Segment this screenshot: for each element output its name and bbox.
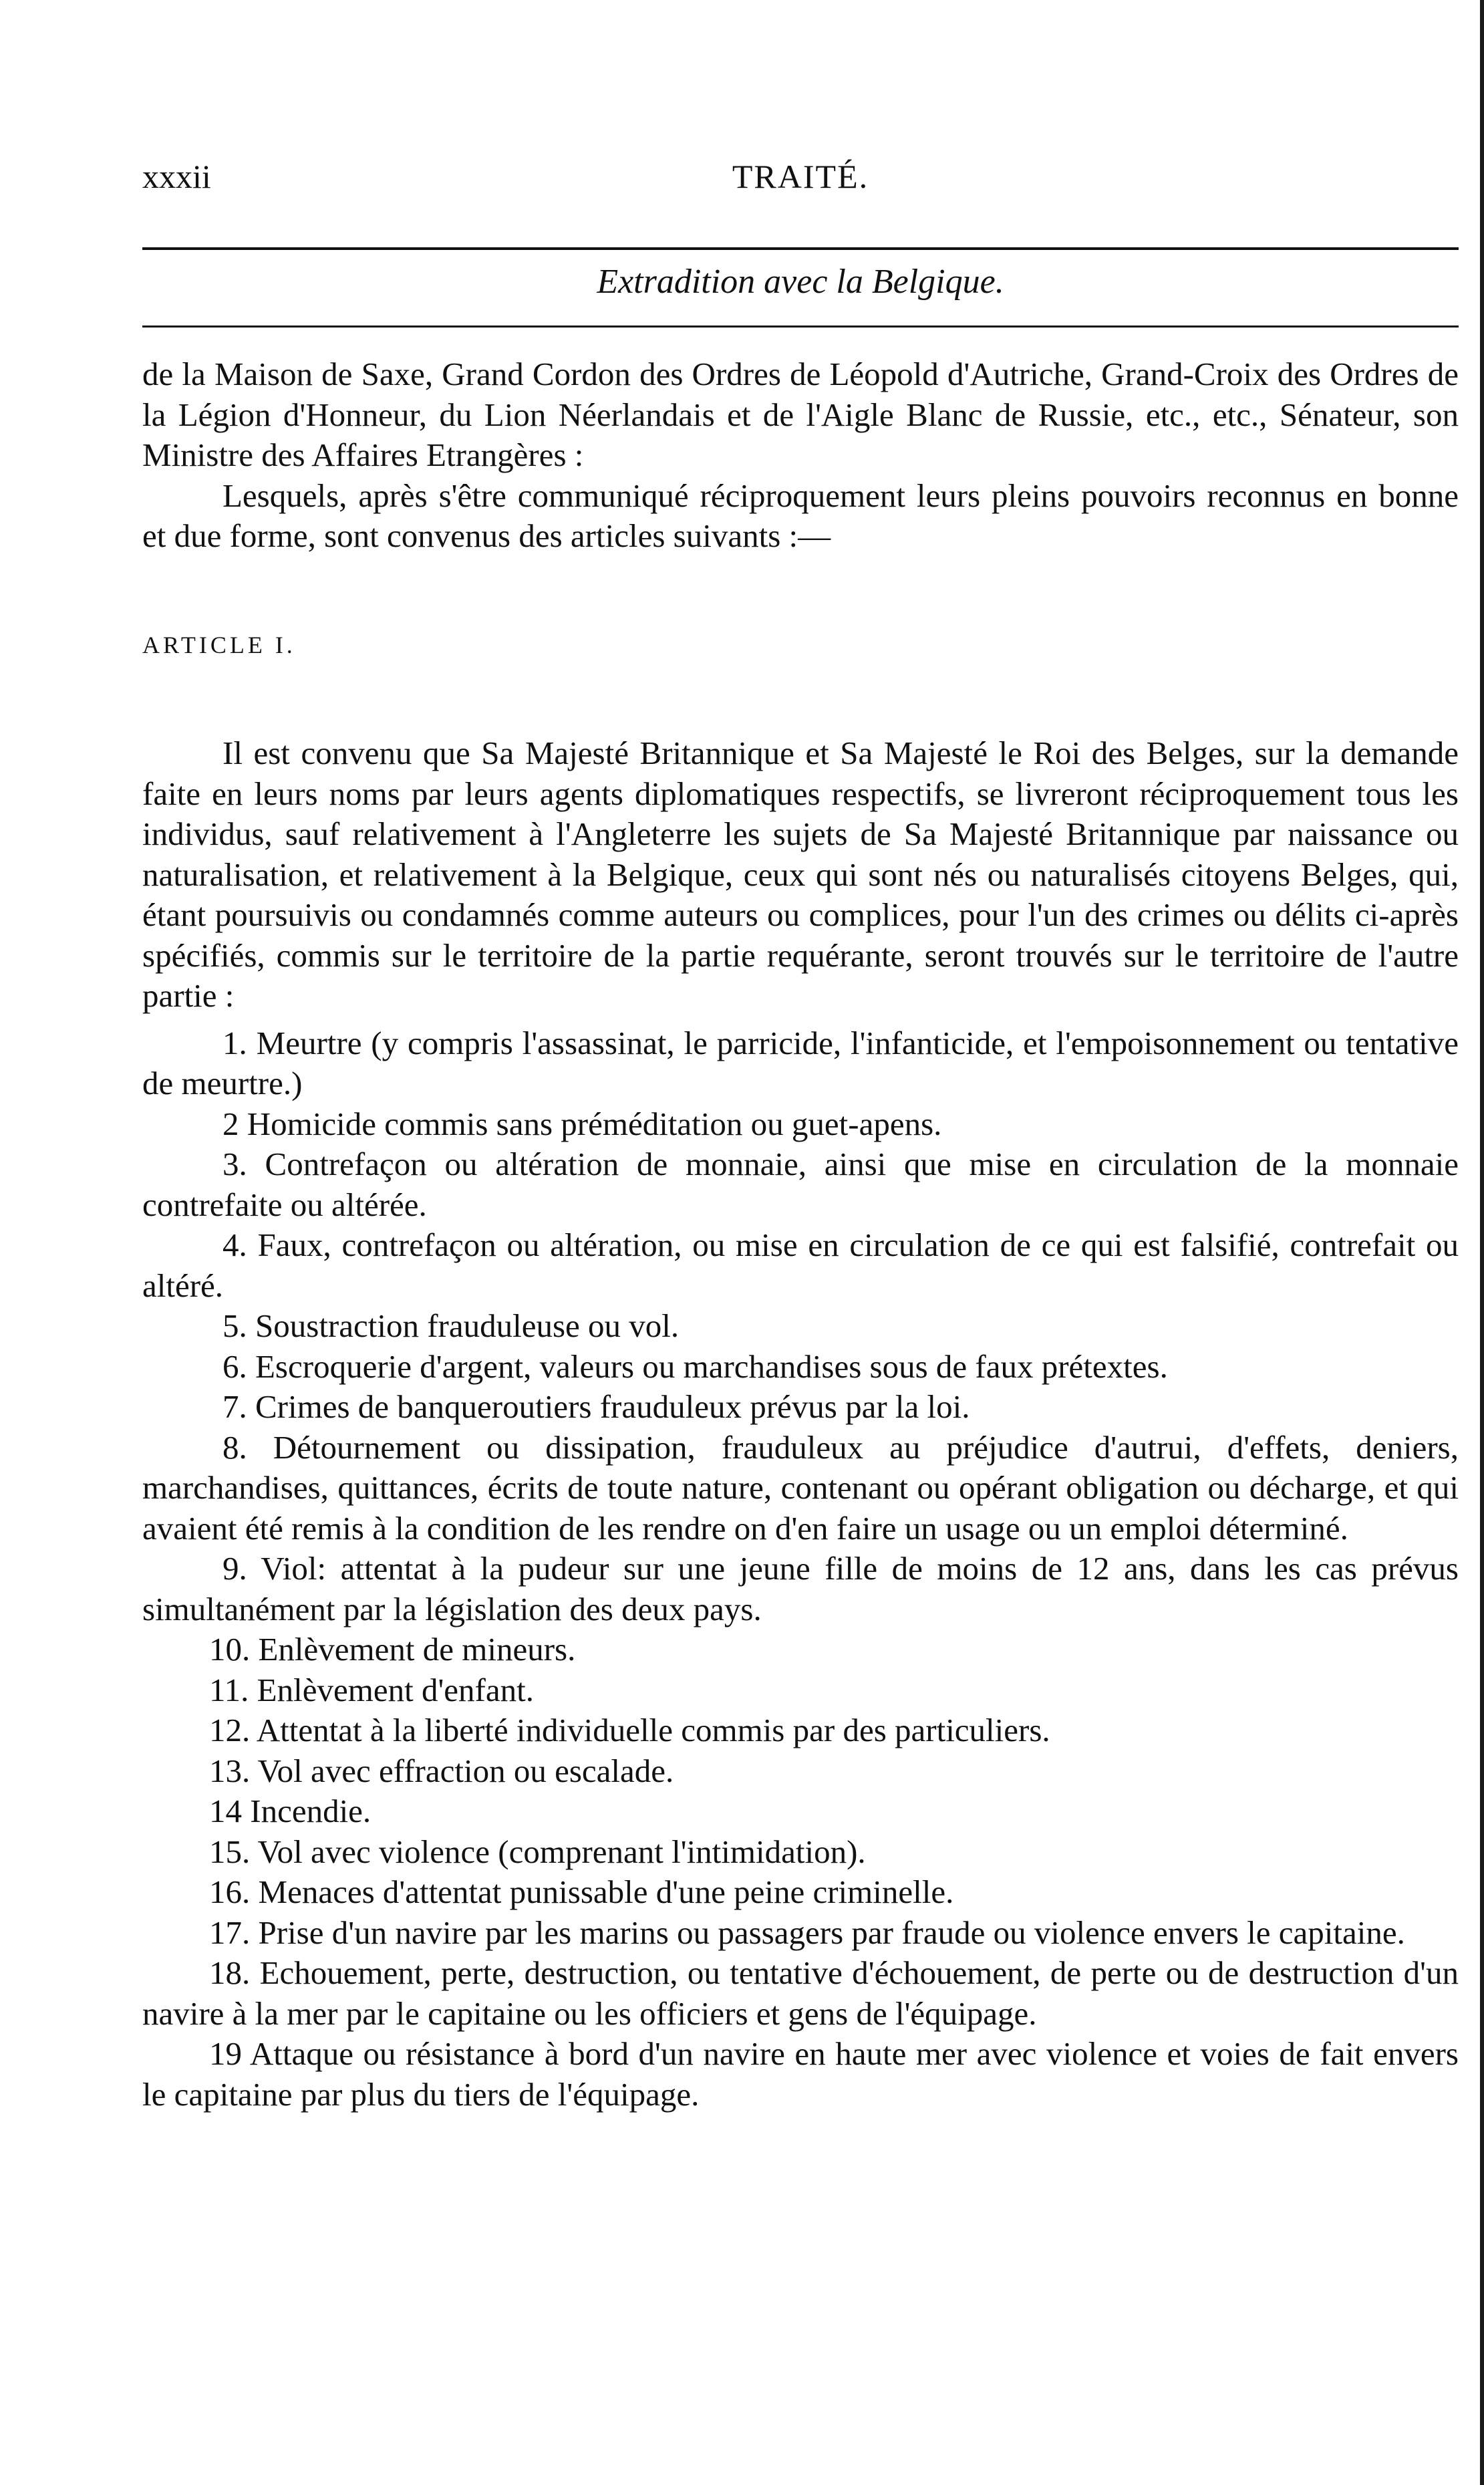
offence-item: 11. Enlèvement d'enfant. bbox=[209, 1671, 534, 1708]
offence-item: 3. Contrefaçon ou altération de monnaie, ainsi que mise en circulation de la monnaie contrefaite ou altérée. bbox=[142, 1146, 1459, 1223]
offence-item: 9. Viol: attentat à la pudeur sur une jeune fille de moins de 12 ans, dans les cas prévus simultanément par la législation des deux pays. bbox=[142, 1550, 1459, 1627]
offence-item: 1. Meurtre (y compris l'assassinat, le parricide, l'infanticide, et l'empoisonnement ou tentative de meurtre.) bbox=[142, 1024, 1459, 1101]
article-heading: ARTICLE I. bbox=[142, 631, 296, 658]
offence-item: 10. Enlèvement de mineurs. bbox=[209, 1631, 576, 1668]
article-paragraph: Il est convenu que Sa Majesté Britannique et Sa Majesté le Roi des Belges, sur la demande faite en leurs noms par leurs agents diplomatiques respectifs, se livreront réciproquement tous les individus, sauf relativement à l'Angleterre les sujets de Sa Majesté Britannique par naissance ou naturalisation, et relativement à la Belgique, ceux qui sont nés ou naturalisés citoyens Belges, qui, étant poursuivis ou condamnés comme auteurs ou complices, pour l'un des crimes ou délits ci-après spécifiés, commis sur le territoire de la partie requérante, seront trouvés sur le territoire de l'autre partie : bbox=[142, 735, 1459, 1014]
document-body bbox=[142, 354, 1459, 2115]
offence-item: 14 Incendie. bbox=[209, 1793, 372, 1829]
offence-item: 2 Homicide commis sans préméditation ou guet-apens. bbox=[222, 1105, 942, 1142]
page-number: xxxii bbox=[142, 158, 211, 195]
offence-item: 6. Escroquerie d'argent, valeurs ou marchandises sous de faux prétextes. bbox=[222, 1347, 1168, 1385]
offence-item: 5. Soustraction frauduleuse ou vol. bbox=[222, 1307, 680, 1344]
offence-item: 12. Attentat à la liberté individuelle commis par des particuliers. bbox=[209, 1712, 1050, 1748]
opening-continuation: de la Maison de Saxe, Grand Cordon des Ordres de Léopold d'Autriche, Grand-Croix des Ordres de la Légion d'Honneur, du Lion Néerlandais et de l'Aigle Blanc de Russie, etc., etc., Sénateur, son Ministre des Affaires Etrangères : bbox=[142, 356, 1459, 473]
header-rule-top bbox=[142, 247, 1459, 250]
document-page bbox=[142, 0, 1459, 2485]
offence-item: 16. Menaces d'attentat punissable d'une peine criminelle. bbox=[209, 1873, 954, 1910]
offence-item: 4. Faux, contrefaçon ou altération, ou mise en circulation de ce qui est falsifié, contrefait ou altéré. bbox=[142, 1226, 1459, 1304]
offence-item: 7. Crimes de banqueroutiers frauduleux prévus par la loi. bbox=[222, 1388, 970, 1425]
offence-item: 19 Attaque ou résistance à bord d'un navire en haute mer avec violence et voies de fait envers le capitaine par plus du tiers de l'équipage. bbox=[142, 2035, 1459, 2113]
offence-item: 8. Détournement ou dissipation, frauduleux au préjudice d'autrui, d'effets, deniers, marchandises, quittances, écrits de toute nature, contenant ou opérant obligation ou décharge, et qui avaient été remis à la condition de les rendre on d'en faire un usage ou un emploi déterminé. bbox=[142, 1428, 1459, 1547]
page-header bbox=[142, 157, 1459, 204]
offence-item: 13. Vol avec effraction ou escalade. bbox=[209, 1752, 674, 1789]
offence-item: 15. Vol avec violence (comprenant l'intimidation). bbox=[209, 1833, 866, 1870]
page-edge bbox=[1480, 0, 1484, 2485]
header-rule-bottom bbox=[142, 325, 1459, 328]
lesquels-paragraph: Lesquels, après s'être communiqué réciproquement leurs pleins pouvoirs reconnus en bonne et due forme, sont convenus des articles suivants :— bbox=[142, 477, 1459, 554]
running-title: TRAITÉ. bbox=[732, 158, 869, 195]
section-subtitle: Extradition avec la Belgique. bbox=[597, 263, 1004, 301]
offence-item: 18. Echouement, perte, destruction, ou tentative d'échouement, de perte ou de destruction d'un navire à la mer par le capitaine ou les officiers et gens de l'équipage. bbox=[142, 1954, 1459, 2032]
offence-item: 17. Prise d'un navire par les marins ou passagers par fraude ou violence envers le capitaine. bbox=[209, 1914, 1405, 1951]
